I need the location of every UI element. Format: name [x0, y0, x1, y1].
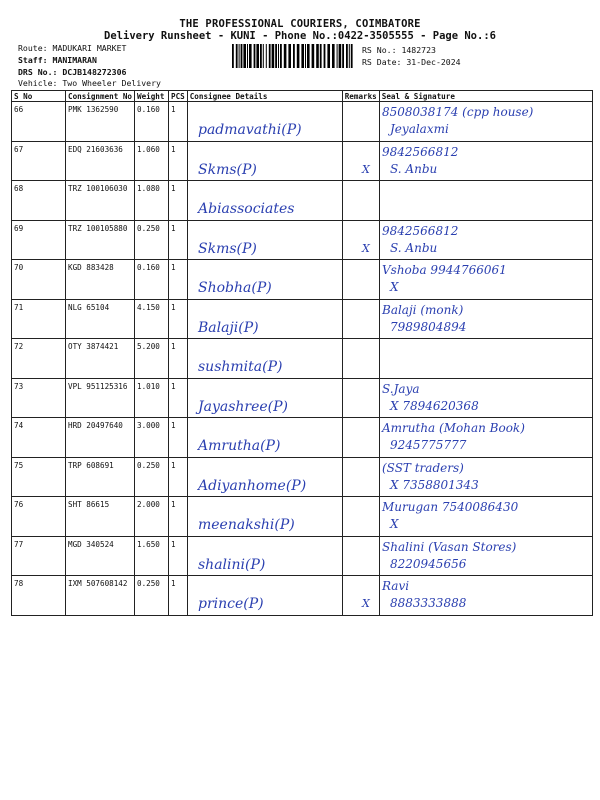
cell-remark	[342, 536, 379, 576]
table-row	[12, 220, 593, 260]
drs-label: DRS No.:	[18, 67, 58, 77]
cell-sno: 74	[12, 418, 66, 458]
handwritten-consignee: Adiyanhome(P)	[198, 477, 307, 494]
col-header-weight: Weight	[135, 91, 169, 102]
barcode-bar	[339, 44, 342, 68]
runsheet-title: Delivery Runsheet - KUNI - Phone No.:0422-3505555 - Page No.:6	[104, 30, 496, 42]
cell-pcs: 1	[169, 181, 188, 221]
handwritten-consignee: shalini(P)	[198, 556, 266, 573]
handwritten-signature: Murugan 7540086430	[382, 500, 519, 514]
cell-pcs: 1	[169, 497, 188, 537]
cell-pcs: 1	[169, 536, 188, 576]
cell-sno: 66	[12, 102, 66, 142]
cell-consignment: PMK 1362590	[66, 102, 135, 142]
table-row	[12, 299, 593, 339]
handwritten-signature-note: X 7894620368	[390, 398, 479, 413]
cell-remark	[342, 260, 379, 300]
vehicle-label: Vehicle:	[18, 78, 58, 88]
handwritten-signature-note: Jeyalaxmi	[390, 122, 449, 136]
handwritten-consignee: Shobha(P)	[198, 280, 272, 296]
cell-remark	[342, 497, 379, 537]
barcode-bar	[269, 44, 271, 68]
cell-remark	[342, 102, 379, 142]
barcode-image	[232, 44, 354, 68]
handwritten-consignee: prince(P)	[198, 596, 264, 612]
handwritten-consignee: Balaji(P)	[198, 319, 259, 336]
barcode-bar	[288, 44, 291, 68]
barcode-bar	[254, 44, 256, 68]
handwritten-signature: 9842566812	[382, 144, 459, 159]
cell-pcs: 1	[169, 576, 188, 616]
cell-weight: 2.000	[135, 497, 169, 537]
barcode-bar	[337, 44, 338, 68]
cell-consignment: IXM 507608142	[66, 576, 135, 616]
cell-remark	[342, 418, 379, 458]
cell-sno: 70	[12, 260, 66, 300]
barcode-bar	[263, 44, 264, 68]
cell-consignment: TRP 608691	[66, 457, 135, 497]
rs-no-value: 1482723	[401, 45, 436, 55]
remark-cross-mark: X	[362, 597, 370, 610]
handwritten-signature: Ravi	[382, 579, 410, 593]
cell-pcs: 1	[169, 260, 188, 300]
table-row	[12, 576, 593, 616]
barcode-bar	[241, 44, 243, 68]
cell-sno: 75	[12, 457, 66, 497]
barcode-bar	[332, 44, 335, 68]
cell-consignment: EDQ 21603636	[66, 141, 135, 181]
table-row	[12, 378, 593, 418]
cell-pcs: 1	[169, 378, 188, 418]
staff-line	[18, 55, 97, 65]
barcode-bar	[280, 44, 282, 68]
cell-weight: 0.250	[135, 457, 169, 497]
handwritten-consignee: sushmita(P)	[198, 359, 283, 375]
barcode-bar	[247, 44, 248, 68]
cell-pcs: 1	[169, 339, 188, 379]
cell-pcs: 1	[169, 418, 188, 458]
handwritten-signature-note: 7989804894	[390, 319, 467, 334]
handwritten-signature: 8508038174 (cpp house)	[382, 105, 534, 119]
table-row	[12, 339, 593, 379]
cell-weight: 0.250	[135, 576, 169, 616]
cell-consignment: VPL 951125316	[66, 378, 135, 418]
handwritten-consignee: Jayashree(P)	[198, 398, 289, 415]
handwritten-signature-note: S. Anbu	[390, 240, 438, 255]
cell-consignment: MGD 340524	[66, 536, 135, 576]
cell-weight: 0.160	[135, 260, 169, 300]
handwritten-signature-note: 8883333888	[390, 596, 467, 610]
handwritten-signature: Balaji (monk)	[382, 302, 464, 317]
barcode-bar	[301, 44, 304, 68]
handwritten-signature-note: X	[390, 517, 399, 531]
route-value: MADUKARI MARKET	[52, 43, 127, 53]
cell-signature	[379, 339, 592, 379]
cell-sno: 69	[12, 220, 66, 260]
cell-remark	[342, 378, 379, 418]
barcode-bar	[324, 44, 326, 68]
cell-consignment: HRD 20497640	[66, 418, 135, 458]
handwritten-consignee: meenakshi(P)	[198, 517, 295, 533]
barcode-bar	[249, 44, 252, 68]
drs-line	[18, 67, 126, 77]
cell-weight: 1.010	[135, 378, 169, 418]
barcode-bar	[266, 44, 267, 68]
barcode-bar	[239, 44, 240, 68]
barcode-bar	[278, 44, 279, 68]
cell-weight: 0.160	[135, 102, 169, 142]
cell-consignment: TRZ 100105880	[66, 220, 135, 260]
cell-sno: 67	[12, 141, 66, 181]
handwritten-signature-note: X	[390, 280, 399, 294]
cell-remark	[342, 576, 379, 616]
cell-signature	[379, 181, 592, 221]
cell-sno: 68	[12, 181, 66, 221]
cell-weight: 1.060	[135, 141, 169, 181]
barcode-bar	[232, 44, 234, 68]
cell-pcs: 1	[169, 457, 188, 497]
barcode-bar	[272, 44, 275, 68]
barcode-bar	[349, 44, 350, 68]
remark-cross-mark: X	[362, 241, 370, 255]
company-name: THE PROFESSIONAL COURIERS, COIMBATORE	[179, 18, 421, 30]
handwritten-signature: (SST traders)	[382, 460, 464, 475]
handwritten-signature: Vshoba 9944766061	[382, 263, 507, 277]
barcode-bar	[256, 44, 259, 68]
cell-weight: 1.080	[135, 181, 169, 221]
handwritten-consignee: Skms(P)	[198, 161, 257, 178]
cell-weight: 3.000	[135, 418, 169, 458]
rs-no-line	[362, 45, 436, 55]
barcode-bar	[243, 44, 246, 68]
table-row	[12, 181, 593, 221]
barcode-bar	[342, 44, 344, 68]
cell-weight: 0.250	[135, 220, 169, 260]
col-header-sno: S No	[12, 91, 66, 102]
cell-remark	[342, 141, 379, 181]
staff-label: Staff:	[18, 55, 48, 65]
rs-date-label: RS Date:	[362, 57, 402, 67]
col-header-consignment: Consignment No	[66, 91, 135, 102]
barcode-bar	[260, 44, 262, 68]
handwritten-signature: S.Jaya	[382, 381, 420, 396]
barcode-bar	[275, 44, 277, 68]
table-row	[12, 141, 593, 181]
cell-pcs: 1	[169, 141, 188, 181]
cell-pcs: 1	[169, 102, 188, 142]
cell-sno: 73	[12, 378, 66, 418]
cell-remark	[342, 339, 379, 379]
cell-consignment: TRZ 100106030	[66, 181, 135, 221]
cell-sno: 71	[12, 299, 66, 339]
cell-pcs: 1	[169, 299, 188, 339]
handwritten-consignee: Skms(P)	[198, 240, 257, 257]
handwritten-signature: Amrutha (Mohan Book)	[382, 421, 525, 435]
route-line	[18, 43, 126, 53]
barcode-bar	[316, 44, 319, 68]
barcode-bar	[327, 44, 330, 68]
col-header-pcs: PCS	[169, 91, 188, 102]
cell-weight: 1.650	[135, 536, 169, 576]
cell-consignment: OTY 3874421	[66, 339, 135, 379]
handwritten-consignee: Amrutha(P)	[198, 438, 281, 454]
vehicle-line	[18, 78, 161, 88]
col-header-signature: Seal & Signature	[379, 91, 592, 102]
cell-remark	[342, 299, 379, 339]
barcode-bar	[346, 44, 348, 68]
handwritten-signature-note: S. Anbu	[390, 161, 438, 176]
handwritten-signature-note: X 7358801343	[390, 477, 479, 492]
handwritten-signature-note: 9245775777	[390, 438, 467, 452]
barcode-bar	[351, 44, 353, 68]
handwritten-consignee: Abiassociates	[198, 201, 295, 217]
table-header-row	[12, 91, 593, 102]
handwritten-signature-note: 8220945656	[390, 556, 467, 571]
handwritten-consignee: padmavathi(P)	[198, 122, 302, 138]
vehicle-value: Two Wheeler Delivery	[62, 78, 161, 88]
remark-cross-mark: X	[362, 162, 370, 176]
cell-sno: 72	[12, 339, 66, 379]
cell-remark	[342, 457, 379, 497]
barcode-bar	[312, 44, 315, 68]
cell-consignment: NLG 65104	[66, 299, 135, 339]
staff-value: MANIMARAN	[52, 55, 97, 65]
col-header-remarks: Remarks	[342, 91, 379, 102]
rs-date-value: 31-Dec-2024	[406, 57, 461, 67]
handwritten-signature: 9842566812	[382, 223, 459, 238]
handwritten-signature: Shalini (Vasan Stores)	[382, 539, 517, 554]
col-header-consignee: Consignee Details	[187, 91, 342, 102]
cell-weight: 4.150	[135, 299, 169, 339]
route-label: Route:	[18, 43, 48, 53]
barcode-bar	[320, 44, 322, 68]
barcode-bar	[297, 44, 300, 68]
barcode-bar	[307, 44, 310, 68]
cell-weight: 5.200	[135, 339, 169, 379]
cell-sno: 78	[12, 576, 66, 616]
barcode-bar	[284, 44, 287, 68]
cell-remark	[342, 220, 379, 260]
cell-sno: 77	[12, 536, 66, 576]
rs-date-line	[362, 57, 461, 67]
cell-sno: 76	[12, 497, 66, 537]
rs-no-label: RS No.:	[362, 45, 397, 55]
cell-remark	[342, 181, 379, 221]
barcode-bar	[236, 44, 238, 68]
cell-pcs: 1	[169, 220, 188, 260]
cell-consignment: SHT 86615	[66, 497, 135, 537]
cell-consignment: KGD 883428	[66, 260, 135, 300]
barcode-bar	[305, 44, 306, 68]
barcode-bar	[293, 44, 295, 68]
runsheet-table	[11, 90, 593, 616]
drs-value: DCJB148272306	[62, 67, 127, 77]
